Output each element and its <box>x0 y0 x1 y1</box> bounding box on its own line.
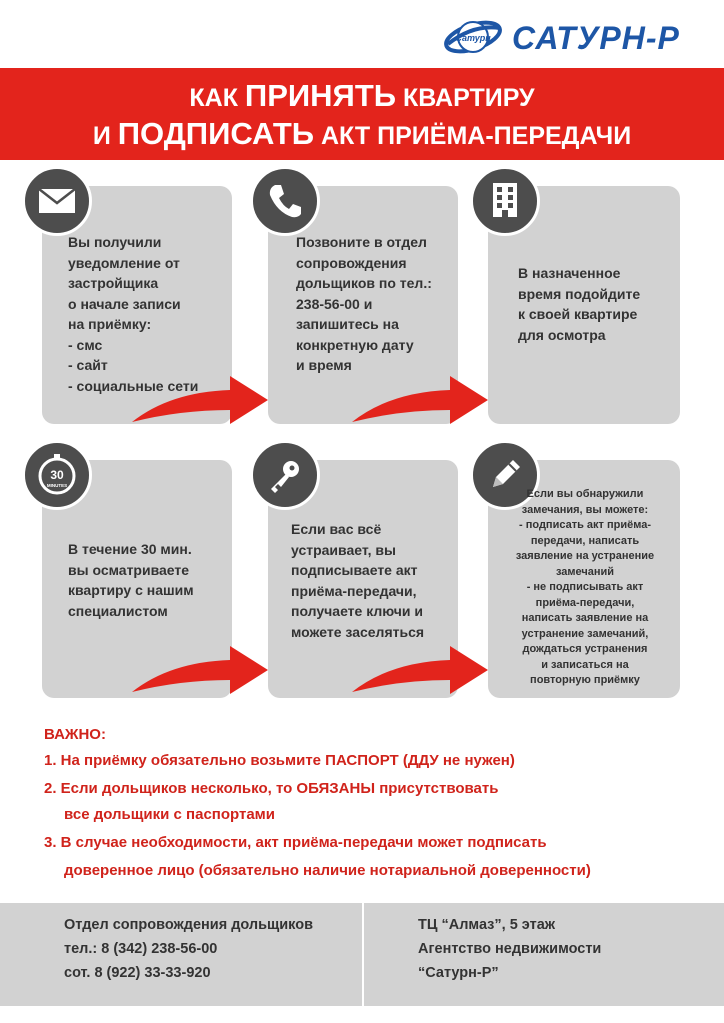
company-logo <box>442 14 692 60</box>
important-item-2-line-2: все дольщики с паспортами <box>64 806 275 823</box>
title-line-2: И ПОДПИСАТЬ АКТ ПРИЁМА-ПЕРЕДАЧИ <box>92 116 632 151</box>
step-1-icon-circle <box>22 166 92 236</box>
arrow-right-icon <box>130 370 270 430</box>
important-item-1: 1. На приёмку обязательно возьмите ПАСПОРТ (ДДУ не нужен) <box>44 752 515 769</box>
footer-address: ТЦ “Алмаз”, 5 этаж <box>418 917 556 933</box>
step-3-text: В назначенное время подойдите к своей квартире для осмотра <box>518 265 641 343</box>
footer-department: Отдел сопровождения дольщиков <box>64 917 313 933</box>
important-item-2-line-1: 2. Если дольщиков несколько, то ОБЯЗАНЫ присутствовать <box>44 780 499 797</box>
footer-agency-name: “Сатурн-Р” <box>418 965 499 981</box>
step-2-text: Позвоните в отдел сопровождения дольщиков по тел.: 238-56-00 и запишитесь на конкретную дату и время <box>296 234 432 373</box>
footer-phone: тел.: 8 (342) 238-56-00 <box>64 941 218 957</box>
timer-number: 30 <box>50 468 64 482</box>
timer-caption: MINUTES <box>46 483 68 488</box>
contact-footer <box>0 903 724 1006</box>
step-4-icon-circle <box>22 440 92 510</box>
footer-divider <box>362 903 364 1006</box>
footer-agency: Агентство недвижимости <box>418 941 602 957</box>
title-emphasis-sign: ПОДПИСАТЬ <box>117 116 315 151</box>
important-item-3-line-2: доверенное лицо (обязательно наличие нотариальной доверенности) <box>64 862 591 879</box>
step-6-text: Если вы обнаружили замечания, вы можете: - подписать акт приёма- передачи, написать заявление на устранение замечаний - не подписывать акт приёма-передачи, написать заявление на устранение замечаний, дождаться устранения и записаться на повторную приёмку <box>515 488 655 686</box>
important-title: ВАЖНО: <box>44 726 106 743</box>
timer-30-icon <box>25 443 89 507</box>
step-5-icon-circle <box>250 440 320 510</box>
step-1-text: Вы получили уведомление от застройщика о начале записи на приёмку: - смс - сайт - социальные сети <box>68 234 199 394</box>
arrow-right-icon <box>130 640 270 700</box>
step-5-text: Если вас всё устраивает, вы подписываете акт приёма-передачи, получаете ключи и можете заселяться <box>291 521 425 640</box>
footer-mobile: сот. 8 (922) 33-33-920 <box>64 965 211 981</box>
envelope-icon <box>25 169 89 233</box>
step-3-icon-circle <box>470 166 540 236</box>
saturn-logo-icon <box>442 14 504 60</box>
key-icon <box>253 443 317 507</box>
important-item-3-line-1: 3. В случае необходимости, акт приёма-передачи может подписать <box>44 834 547 851</box>
title-line-1: КАК ПРИНЯТЬ КВАРТИРУ <box>189 78 535 113</box>
title-banner <box>0 68 724 160</box>
title-emphasis-accept: ПРИНЯТЬ <box>244 78 397 113</box>
arrow-right-icon <box>350 640 490 700</box>
building-icon <box>473 169 537 233</box>
phone-icon <box>253 169 317 233</box>
step-2-icon-circle <box>250 166 320 236</box>
arrow-right-icon <box>350 370 490 430</box>
logo-name: САТУРН-Р <box>512 20 680 56</box>
step-4-text: В течение 30 мин. вы осматриваете квартиру с нашим специалистом <box>68 541 194 619</box>
logo-mark-text: Сатурн <box>455 33 491 43</box>
